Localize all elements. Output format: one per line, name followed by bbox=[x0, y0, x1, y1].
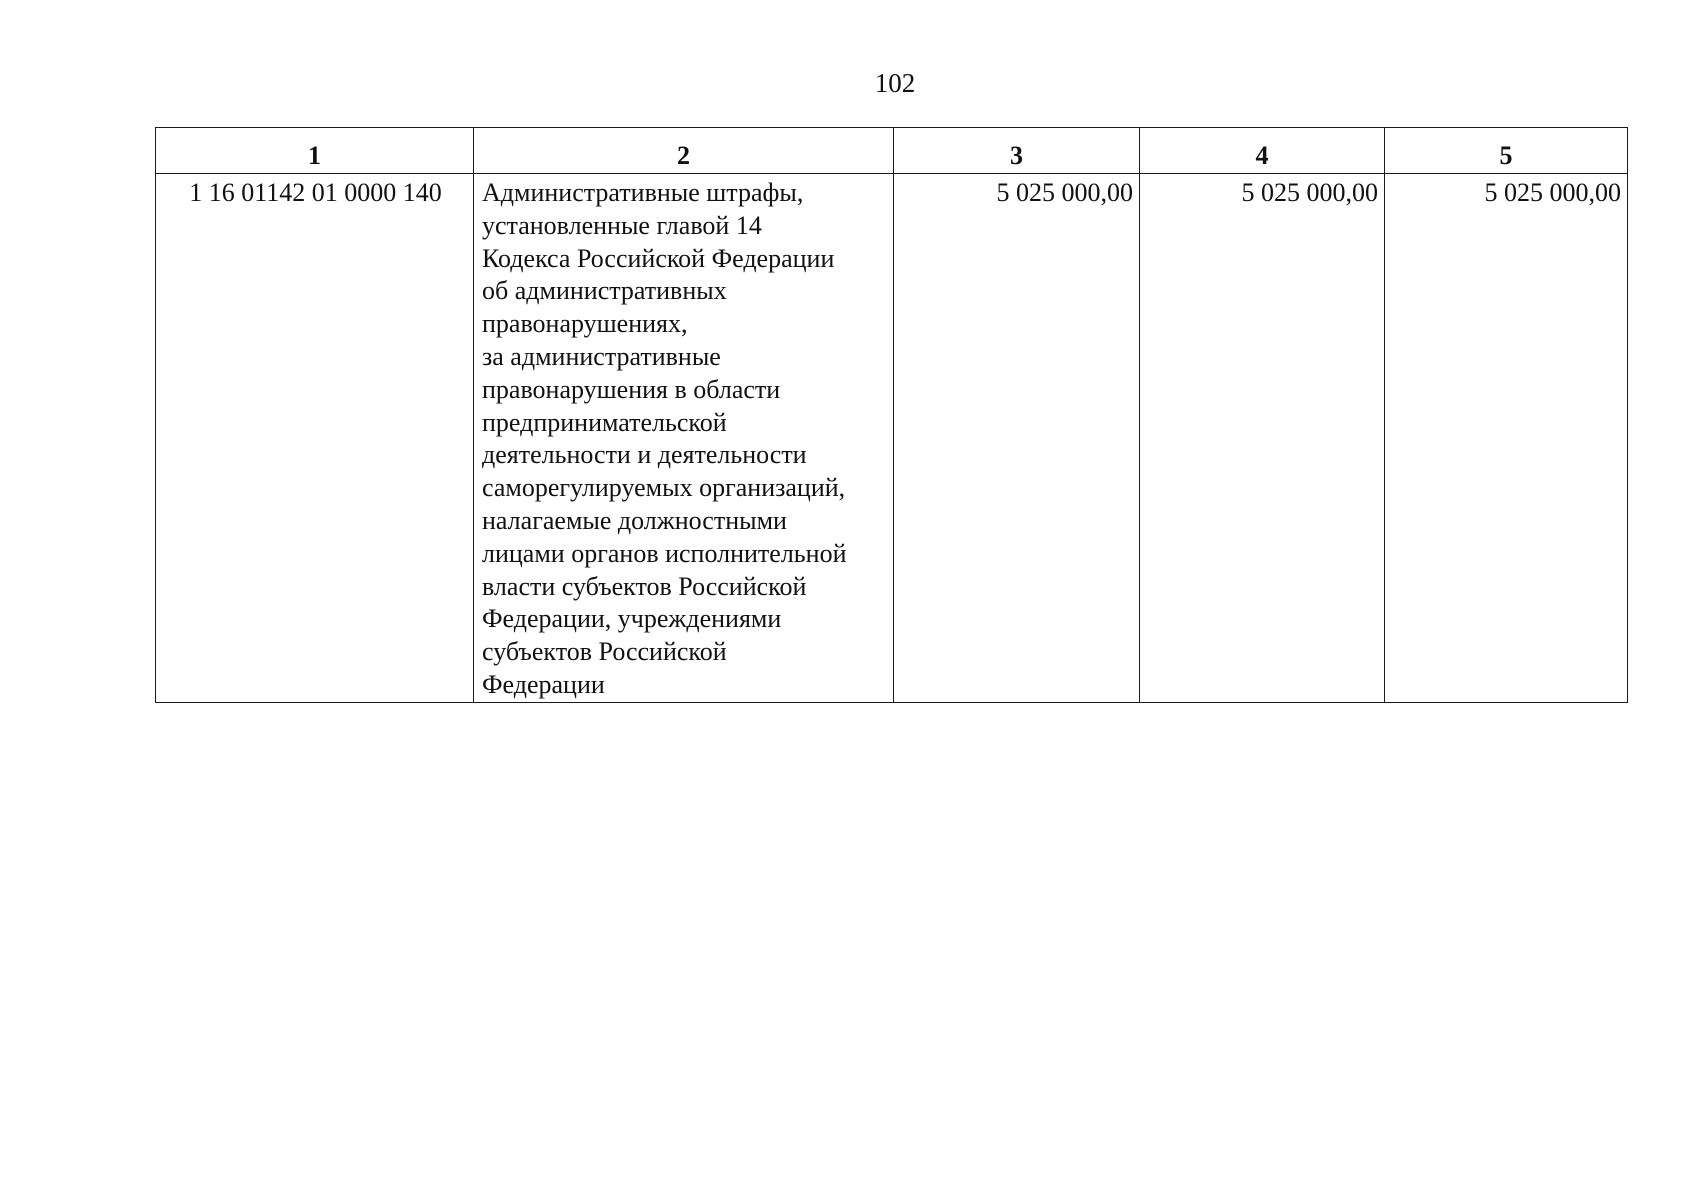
column-header-1: 1 bbox=[156, 128, 474, 174]
column-header-3: 3 bbox=[894, 128, 1140, 174]
column-header-2: 2 bbox=[474, 128, 894, 174]
table-body bbox=[156, 174, 1628, 703]
amount-column-5: 5 025 000,00 bbox=[1385, 174, 1628, 703]
column-header-5: 5 bbox=[1385, 128, 1628, 174]
page-number: 102 bbox=[874, 68, 916, 98]
budget-classification-code: 1 16 01142 01 0000 140 bbox=[156, 174, 474, 703]
header-row bbox=[156, 128, 1628, 174]
table-row bbox=[156, 174, 1628, 703]
amount-column-3: 5 025 000,00 bbox=[894, 174, 1140, 703]
table-header bbox=[156, 128, 1628, 174]
revenue-table bbox=[155, 127, 1628, 703]
revenue-description: Административные штрафы, установленные главой 14 Кодекса Российской Федерации об административных правонарушениях, за административные правонарушения в области предпринимательской деятельности и деятельности саморегулируемых организаций, налагаемые должностными лицами органов исполнительной власти субъектов Российской Федерации, учреждениями субъектов Российской Федерации bbox=[474, 174, 894, 703]
column-header-4: 4 bbox=[1140, 128, 1385, 174]
amount-column-4: 5 025 000,00 bbox=[1140, 174, 1385, 703]
